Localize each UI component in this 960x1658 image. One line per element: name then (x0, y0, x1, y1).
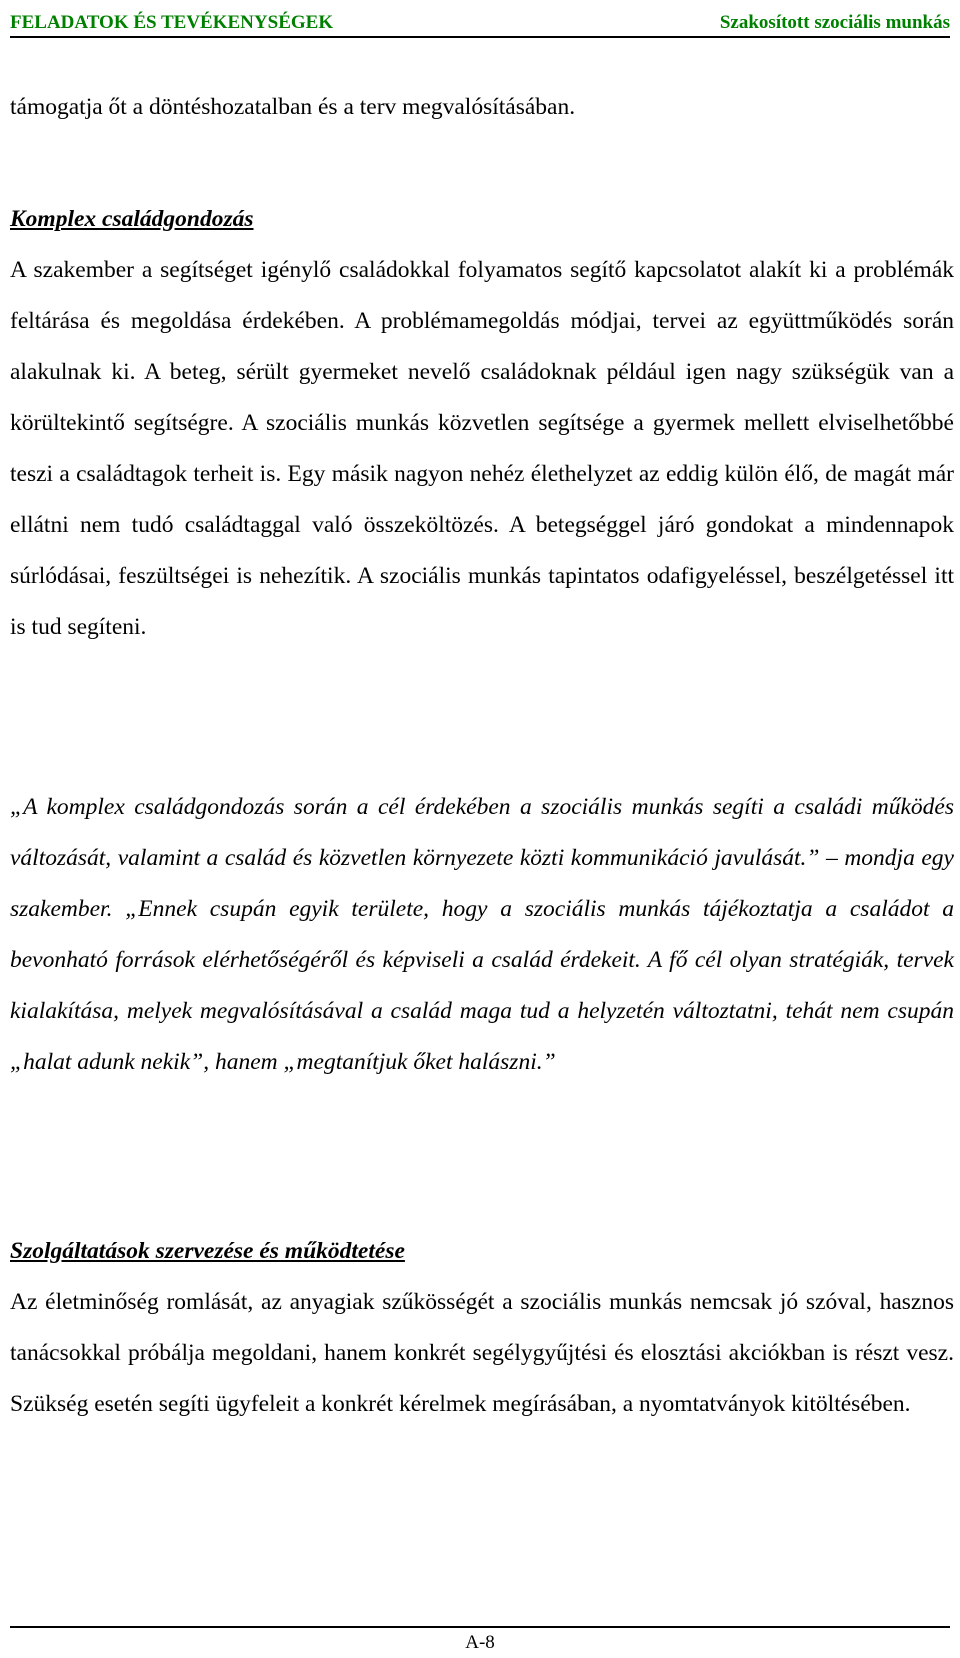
header-left-title: FELADATOK ÉS TEVÉKENYSÉGEK (10, 12, 334, 33)
intro-block (10, 82, 954, 133)
section-heading-szolgaltatasok: Szolgáltatások szervezése és működtetése (10, 1238, 405, 1264)
section-body-szolgaltatasok: Az életminőség romlását, az anyagiak szűkösségét a szociális munkás nemcsak jó szóval, hasznos tanácsokkal próbálja megoldani, hanem konkrét segélygyűjtési és elosztási akciókban is részt vesz. Szükség esetén segíti ügyfeleit a konkrét kérelmek megírásában, a nyomtatványok kitöltésében. (10, 1289, 954, 1417)
quote-block (10, 782, 954, 1088)
intro-paragraph: támogatja őt a döntéshozatalban és a terv megvalósításában. (10, 94, 576, 120)
section-komplex (10, 194, 954, 653)
section-body-komplex: A szakember a segítséget igénylő családokkal folyamatos segítő kapcsolatot alakít ki a problémák feltárása és megoldása érdekében. A problémamegoldás módjai, tervei az együttműködés során alakulnak ki. A beteg, sérült gyermeket nevelő családoknak például igen nagy szükségük van a körültekintő segítségre. A szociális munkás közvetlen segítsége a gyermek mellett elviselhetőbbé teszi a családtagok terheit is. Egy másik nagyon nehéz élethelyzet az eddig külön élő, de magát már ellátni nem tudó családtaggal való összeköltözés. A betegséggel járó gondokat a mindennapok súrlódásai, feszültségei is nehezítik. A szociális munkás tapintatos odafigyeléssel, beszélgetéssel itt is tud segíteni. (10, 257, 954, 640)
section-szolgaltatasok (10, 1226, 954, 1430)
header-right-title: Szakosított szociális munkás (719, 12, 950, 33)
page-number: A-8 (465, 1632, 495, 1653)
page-footer (10, 1626, 950, 1654)
quote-paragraph: „A komplex családgondozás során a cél érdekében a szociális munkás segíti a családi működés változását, valamint a család és közvetlen környezete közti kommunikáció javulását.” – mondja egy szakember. „Ennek csupán egyik területe, hogy a szociális munkás tájékoztatja a családot a bevonható források elérhetőségéről és képviseli a család érdekeit. A fő cél olyan stratégiák, tervek kialakítása, melyek megvalósításával a család maga tud a helyzetén változtatni, tehát nem csupán „halat adunk nekik”, hanem „megtanítjuk őket halászni.” (10, 794, 954, 1075)
section-heading-komplex: Komplex családgondozás (10, 206, 254, 232)
page-header (10, 2, 950, 38)
